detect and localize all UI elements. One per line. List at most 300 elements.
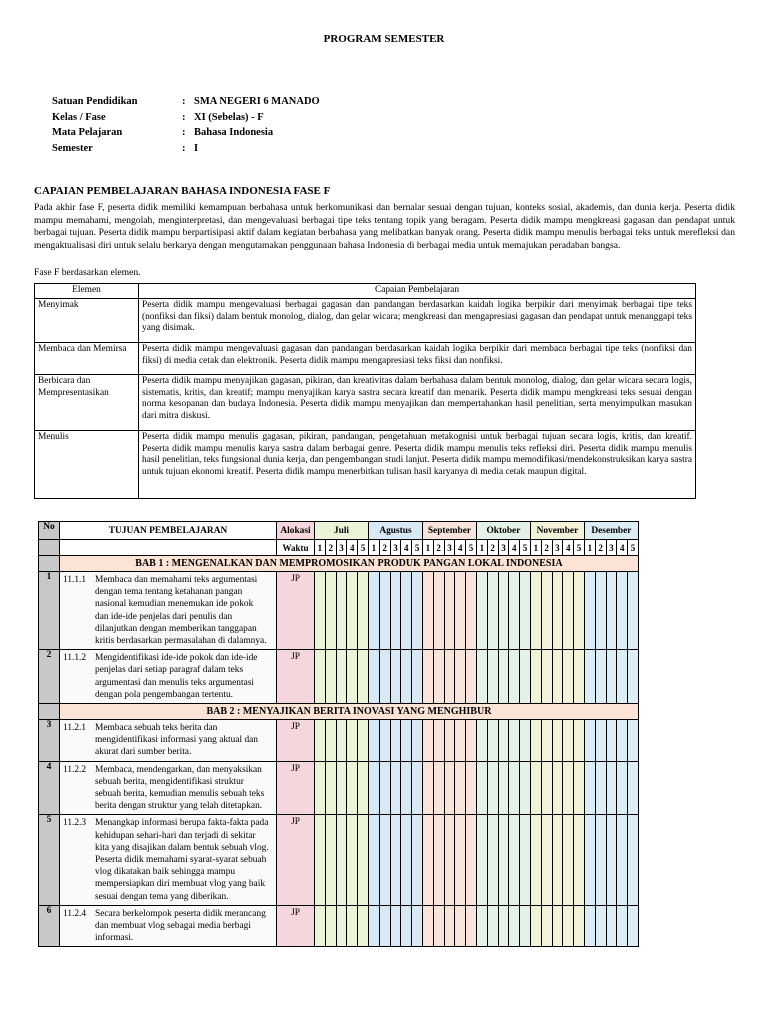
week-cell — [574, 720, 585, 762]
week-cell — [315, 815, 326, 905]
week-cell — [520, 650, 531, 704]
week-cell — [347, 905, 358, 947]
week-cell — [628, 650, 639, 704]
elemen-name: Membaca dan Memirsa — [35, 342, 139, 374]
table-row — [39, 720, 639, 762]
week-number: 2 — [379, 540, 390, 556]
tp-week-row — [39, 540, 639, 556]
week-cell — [379, 905, 390, 947]
week-cell — [574, 905, 585, 947]
week-cell — [466, 815, 477, 905]
tp-text: Membaca dan memahami teks argumentasi dengan tema tentang ketahanan pangan nasional kemudian menemukan ide pokok dan ide-ide penjelas dari penulis dan dilanjutkan dengan memberikan tanggapan kritis berdasarkan permasalahan di dalamnya. — [95, 575, 267, 647]
week-cell — [455, 905, 466, 947]
week-cell — [541, 905, 552, 947]
week-cell — [466, 761, 477, 815]
elemen-row — [35, 298, 696, 342]
week-cell — [315, 650, 326, 704]
week-cell — [563, 572, 574, 650]
info-row — [52, 94, 320, 110]
tp-code: 11.1.1 — [63, 575, 87, 585]
week-cell — [368, 815, 379, 905]
tujuan-cell — [60, 572, 277, 650]
week-cell — [347, 572, 358, 650]
header-tujuan: TUJUAN PEMBELAJARAN — [60, 522, 277, 540]
alokasi-jp: JP — [277, 572, 315, 650]
week-cell — [606, 720, 617, 762]
info-label: Satuan Pendidikan — [52, 96, 138, 107]
week-cell — [487, 650, 498, 704]
week-cell — [315, 720, 326, 762]
week-cell — [390, 650, 401, 704]
week-cell — [606, 905, 617, 947]
week-cell — [315, 761, 326, 815]
week-cell — [390, 905, 401, 947]
week-cell — [487, 815, 498, 905]
week-cell — [476, 572, 487, 650]
week-cell — [628, 572, 639, 650]
week-cell — [379, 815, 390, 905]
header-waktu: Waktu — [277, 540, 315, 556]
week-cell — [433, 650, 444, 704]
week-number: 2 — [595, 540, 606, 556]
tp-code: 11.2.3 — [63, 818, 87, 829]
week-cell — [595, 761, 606, 815]
week-number: 1 — [368, 540, 379, 556]
week-cell — [422, 720, 433, 762]
week-cell — [606, 761, 617, 815]
week-cell — [433, 761, 444, 815]
info-colon: : — [182, 127, 186, 138]
week-cell — [422, 650, 433, 704]
week-number: 5 — [466, 540, 477, 556]
week-cell — [368, 650, 379, 704]
info-value: SMA NEGERI 6 MANADO — [194, 96, 320, 107]
tp-code: 11.2.1 — [63, 723, 87, 734]
week-cell — [401, 815, 412, 905]
week-cell — [574, 761, 585, 815]
elemen-name: Menyimak — [35, 298, 139, 342]
week-number: 4 — [509, 540, 520, 556]
tp-text: Membaca sebuah teks berita dan mengidentifikasi informasi yang aktual dan akurat dari sumber berita. — [95, 723, 258, 758]
week-cell — [390, 572, 401, 650]
week-cell — [476, 720, 487, 762]
week-cell — [315, 905, 326, 947]
week-cell — [444, 761, 455, 815]
week-number: 2 — [487, 540, 498, 556]
week-cell — [509, 905, 520, 947]
header-capaian: Capaian Pembelajaran — [139, 284, 696, 299]
week-cell — [466, 720, 477, 762]
week-cell — [595, 815, 606, 905]
week-cell — [617, 815, 628, 905]
tujuan-cell — [60, 720, 277, 762]
week-cell — [584, 720, 595, 762]
week-cell — [433, 720, 444, 762]
identity-block — [52, 94, 320, 156]
week-cell — [325, 905, 336, 947]
week-number: 4 — [617, 540, 628, 556]
week-cell — [336, 905, 347, 947]
week-cell — [498, 572, 509, 650]
elemen-header-row — [35, 284, 696, 299]
week-cell — [368, 761, 379, 815]
week-cell — [455, 815, 466, 905]
elemen-cp: Peserta didik mampu mengevaluasi gagasan dan pandangan berdasarkan kaidah logika berpikir dari membaca berbagai tipe teks (nonfiksi dan fiksi) di media cetak dan elektronik. Peserta didik mampu mengapresiasi teks fiksi dan nonfiksi. — [139, 342, 696, 374]
week-cell — [444, 905, 455, 947]
elemen-row — [35, 342, 696, 374]
week-cell — [595, 572, 606, 650]
week-cell — [412, 650, 423, 704]
week-cell — [584, 650, 595, 704]
week-cell — [541, 761, 552, 815]
week-cell — [368, 905, 379, 947]
week-cell — [422, 905, 433, 947]
info-value: XI (Sebelas) - F — [194, 111, 264, 123]
week-number: 1 — [315, 540, 326, 556]
week-number: 1 — [422, 540, 433, 556]
header-elemen: Elemen — [35, 284, 139, 299]
week-cell — [520, 905, 531, 947]
week-cell — [412, 761, 423, 815]
week-cell — [401, 720, 412, 762]
header-no: No — [39, 522, 60, 540]
week-cell — [628, 720, 639, 762]
week-cell — [466, 650, 477, 704]
week-cell — [325, 572, 336, 650]
week-cell — [358, 905, 369, 947]
week-cell — [358, 761, 369, 815]
week-cell — [412, 815, 423, 905]
tujuan-cell — [60, 761, 277, 815]
tujuan-cell — [60, 650, 277, 704]
week-cell — [563, 905, 574, 947]
week-cell — [541, 720, 552, 762]
bab-no-spacer — [39, 704, 60, 720]
week-number: 4 — [563, 540, 574, 556]
week-cell — [336, 761, 347, 815]
tp-header-row — [39, 522, 639, 540]
week-cell — [595, 650, 606, 704]
week-cell — [347, 815, 358, 905]
week-cell — [455, 572, 466, 650]
info-label: Mata Pelajaran — [52, 127, 123, 138]
tujuan-pembelajaran-table — [38, 521, 639, 947]
week-cell — [487, 720, 498, 762]
week-number: 5 — [358, 540, 369, 556]
week-cell — [552, 572, 563, 650]
week-cell — [444, 815, 455, 905]
week-cell — [336, 572, 347, 650]
week-number: 4 — [401, 540, 412, 556]
week-cell — [422, 572, 433, 650]
week-cell — [606, 650, 617, 704]
row-number: 4 — [39, 761, 60, 815]
fase-note: Fase F berdasarkan elemen. — [34, 267, 141, 278]
week-cell — [530, 815, 541, 905]
week-cell — [347, 650, 358, 704]
week-cell — [563, 650, 574, 704]
week-cell — [476, 815, 487, 905]
elemen-row — [35, 374, 696, 430]
tujuan-cell — [60, 905, 277, 947]
table-row — [39, 650, 639, 704]
week-cell — [422, 815, 433, 905]
week-cell — [412, 905, 423, 947]
week-cell — [584, 572, 595, 650]
week-number: 3 — [606, 540, 617, 556]
week-number: 4 — [455, 540, 466, 556]
week-no-spacer — [39, 540, 60, 556]
week-cell — [476, 650, 487, 704]
info-value: I — [194, 142, 199, 154]
week-cell — [401, 905, 412, 947]
bab-no-spacer — [39, 556, 60, 572]
week-cell — [509, 815, 520, 905]
week-cell — [584, 905, 595, 947]
bab-title: BAB 2 : MENYAJIKAN BERITA INOVASI YANG MENGHIBUR — [60, 704, 639, 720]
week-cell — [509, 720, 520, 762]
tp-text: Membaca, mendengarkan, dan menyaksikan sebuah berita, mengidentifikasi struktur sebuah berita, kemudian menulis sebuah teks berita dengan struktur yang telah ditetapkan. — [95, 764, 265, 812]
week-cell — [530, 650, 541, 704]
week-cell — [422, 761, 433, 815]
week-cell — [520, 815, 531, 905]
week-cell — [498, 650, 509, 704]
week-cell — [444, 650, 455, 704]
week-cell — [390, 815, 401, 905]
row-number: 3 — [39, 720, 60, 762]
week-cell — [433, 572, 444, 650]
week-number: 3 — [552, 540, 563, 556]
week-cell — [574, 650, 585, 704]
week-cell — [617, 720, 628, 762]
row-number: 5 — [39, 815, 60, 905]
header-month: November — [530, 522, 584, 540]
week-cell — [606, 572, 617, 650]
tujuan-cell — [60, 815, 277, 905]
week-cell — [444, 720, 455, 762]
week-cell — [563, 761, 574, 815]
week-cell — [552, 650, 563, 704]
elemen-row — [35, 430, 696, 498]
week-cell — [530, 905, 541, 947]
week-cell — [379, 650, 390, 704]
table-row — [39, 815, 639, 905]
week-cell — [498, 761, 509, 815]
week-cell — [401, 572, 412, 650]
week-cell — [563, 815, 574, 905]
week-number: 5 — [574, 540, 585, 556]
week-cell — [444, 572, 455, 650]
week-cell — [520, 761, 531, 815]
week-cell — [401, 650, 412, 704]
week-cell — [487, 572, 498, 650]
week-cell — [574, 572, 585, 650]
tp-code: 11.1.2 — [63, 653, 87, 664]
week-cell — [379, 761, 390, 815]
week-cell — [617, 905, 628, 947]
week-cell — [541, 650, 552, 704]
week-cell — [466, 572, 477, 650]
week-cell — [552, 720, 563, 762]
week-cell — [498, 905, 509, 947]
week-cell — [325, 720, 336, 762]
week-cell — [358, 572, 369, 650]
alokasi-jp: JP — [277, 720, 315, 762]
info-row — [52, 125, 320, 141]
week-cell — [595, 720, 606, 762]
tp-code: 11.2.4 — [63, 908, 87, 919]
week-tp-spacer — [60, 540, 277, 556]
tp-text: Mengidentifikasi ide-ide pokok dan ide-ide penjelas dari setiap paragraf dalam teks argumentasi dan menulis teks argumentasi dengan pola pengembangan tertentu. — [95, 653, 258, 700]
week-cell — [606, 815, 617, 905]
week-cell — [584, 761, 595, 815]
week-cell — [541, 815, 552, 905]
week-number: 2 — [325, 540, 336, 556]
info-row — [52, 110, 320, 126]
week-number: 5 — [628, 540, 639, 556]
tp-text: Secara berkelompok peserta didik merancang dan membuat vlog sebagai media berbagi informasi. — [95, 908, 266, 944]
info-row — [52, 141, 320, 157]
header-month: September — [422, 522, 476, 540]
bab-row — [39, 704, 639, 720]
header-alokasi: Alokasi — [277, 522, 315, 540]
week-cell — [347, 720, 358, 762]
week-cell — [390, 720, 401, 762]
row-number: 1 — [39, 572, 60, 650]
week-cell — [552, 905, 563, 947]
week-number: 2 — [541, 540, 552, 556]
row-number: 6 — [39, 905, 60, 947]
week-cell — [628, 905, 639, 947]
week-cell — [487, 761, 498, 815]
week-number: 5 — [520, 540, 531, 556]
week-cell — [315, 572, 326, 650]
header-month: Desember — [584, 522, 638, 540]
document-title: PROGRAM SEMESTER — [323, 33, 445, 45]
week-number: 3 — [498, 540, 509, 556]
week-cell — [379, 720, 390, 762]
alokasi-jp: JP — [277, 761, 315, 815]
info-colon: : — [182, 96, 186, 107]
week-cell — [325, 815, 336, 905]
week-cell — [520, 720, 531, 762]
cp-paragraph: Pada akhir fase F, peserta didik memiliki kemampuan berbahasa untuk berkomunikasi dan bernalar sesuai dengan tujuan, konteks sosial, akademis, dan dunia kerja. Peserta didik mampu memahami, mengolah, menginterpretasi, dan mengevaluasi berbagai tipe teks tentang topik yang beragam. Peserta didik mampu mengkreasi gagasan dan pendapat untuk berbagai tujuan. Peserta didik mampu berpartisipasi aktif dalam kegiatan berbahasa yang melibatkan banyak orang. Peserta didik mampu menulis berbagai teks untuk merefleksi dan mengaktualisasi diri untuk selalu berkarya dengan mengutamakan penggunaan bahasa Indonesia di berbagai media untuk memajukan peradaban bangsa. — [34, 202, 735, 251]
tp-text: Menangkap informasi berupa fakta-fakta pada kehidupan sehari-hari dan terjadi di sekitar kita yang disajikan dalam bentuk sebuah vlog. Peserta didik memahami syarat-syarat sebuah vlog dikatakan baik sehingga mampu mempersiapkan diri membuat vlog yang baik sesuai dengan tema yang diberikan. — [95, 818, 269, 902]
week-cell — [325, 650, 336, 704]
elemen-cp: Peserta didik mampu mengevaluasi berbagai gagasan dan pandangan berdasarkan kaidah logika berpikir dari menyimak berbagai tipe teks (nonfiksi dan fiksi) dalam bentuk monolog, dialog, dan gelar wicara; mengkreasi dan mengapresiasi gagasan dan pendapat untuk menanggapi teks yang disimak. — [139, 298, 696, 342]
week-cell — [358, 650, 369, 704]
week-number: 1 — [530, 540, 541, 556]
info-value: Bahasa Indonesia — [194, 127, 274, 138]
week-cell — [541, 572, 552, 650]
week-cell — [347, 761, 358, 815]
elemen-name: Menulis — [35, 430, 139, 498]
week-cell — [574, 815, 585, 905]
info-label: Semester — [52, 142, 93, 154]
week-cell — [455, 650, 466, 704]
week-cell — [401, 761, 412, 815]
week-cell — [509, 572, 520, 650]
week-cell — [509, 761, 520, 815]
alokasi-jp: JP — [277, 905, 315, 947]
week-number: 5 — [412, 540, 423, 556]
week-cell — [530, 720, 541, 762]
week-cell — [336, 720, 347, 762]
info-colon: : — [182, 111, 186, 123]
info-label: Kelas / Fase — [52, 111, 106, 123]
week-cell — [530, 572, 541, 650]
week-cell — [466, 905, 477, 947]
week-cell — [617, 650, 628, 704]
week-number: 4 — [347, 540, 358, 556]
week-cell — [476, 905, 487, 947]
week-cell — [520, 572, 531, 650]
row-number: 2 — [39, 650, 60, 704]
week-cell — [595, 905, 606, 947]
week-cell — [368, 572, 379, 650]
week-cell — [379, 572, 390, 650]
week-cell — [530, 761, 541, 815]
week-cell — [433, 905, 444, 947]
bab-title: BAB 1 : MENGENALKAN DAN MEMPROMOSIKAN PRODUK PANGAN LOKAL INDONESIA — [60, 556, 639, 572]
header-month: Oktober — [476, 522, 530, 540]
week-cell — [336, 650, 347, 704]
table-row — [39, 572, 639, 650]
alokasi-jp: JP — [277, 815, 315, 905]
week-cell — [390, 761, 401, 815]
week-number: 1 — [476, 540, 487, 556]
elemen-table — [34, 283, 696, 499]
week-cell — [552, 815, 563, 905]
week-cell — [487, 905, 498, 947]
week-cell — [584, 815, 595, 905]
week-cell — [476, 761, 487, 815]
week-cell — [628, 761, 639, 815]
week-number: 2 — [433, 540, 444, 556]
week-cell — [412, 572, 423, 650]
info-colon: : — [182, 142, 186, 154]
elemen-name: Berbicara dan Mempresentasikan — [35, 374, 139, 430]
table-row — [39, 905, 639, 947]
week-cell — [455, 761, 466, 815]
week-cell — [455, 720, 466, 762]
table-row — [39, 761, 639, 815]
week-number: 3 — [444, 540, 455, 556]
week-number: 3 — [336, 540, 347, 556]
week-cell — [325, 761, 336, 815]
week-cell — [358, 815, 369, 905]
bab-row — [39, 556, 639, 572]
cp-heading: CAPAIAN PEMBELAJARAN BAHASA INDONESIA FASE F — [34, 185, 331, 197]
week-cell — [433, 815, 444, 905]
header-month: Juli — [315, 522, 369, 540]
week-cell — [628, 815, 639, 905]
week-cell — [563, 720, 574, 762]
week-cell — [509, 650, 520, 704]
header-month: Agustus — [368, 522, 422, 540]
week-cell — [412, 720, 423, 762]
week-cell — [617, 761, 628, 815]
week-cell — [498, 720, 509, 762]
elemen-cp: Peserta didik mampu menyajikan gagasan, pikiran, dan kreativitas dalam berbahasa dalam bentuk monolog, dialog, dan gelar wicara secara logis, sistematis, kritis, dan kreatif; mampu menyajikan karya sastra secara kreatif dan menarik. Peserta didik mampu mengkreasi teks sesuai dengan norma kesopanan dan budaya Indonesia. Peserta didik mampu menyajikan dan mempertahankan hasil penelitian, serta menyimpulkan masukan dari mitra diskusi. — [139, 374, 696, 430]
tp-code: 11.2.2 — [63, 764, 87, 775]
week-number: 3 — [390, 540, 401, 556]
alokasi-jp: JP — [277, 650, 315, 704]
week-cell — [617, 572, 628, 650]
week-cell — [498, 815, 509, 905]
week-cell — [368, 720, 379, 762]
elemen-cp: Peserta didik mampu menulis gagasan, pikiran, pandangan, pengetahuan metakognisi untuk berbagai tujuan secara logis, kritis, dan kreatif. Peserta didik mampu menulis karya sastra dalam berbagai genre. Peserta didik mampu menulis teks refleksi diri. Peserta didik mampu menulis hasil penelitian, teks fungsional dunia kerja, dan pengembangan studi lanjut. Peserta didik mampu memodifikasi/mendekonstruksikan karya sastra untuk tujuan ekonomi kreatif. Peserta didik mampu menerbitkan tulisan hasil karyanya di media cetak maupun digital. — [139, 430, 696, 498]
